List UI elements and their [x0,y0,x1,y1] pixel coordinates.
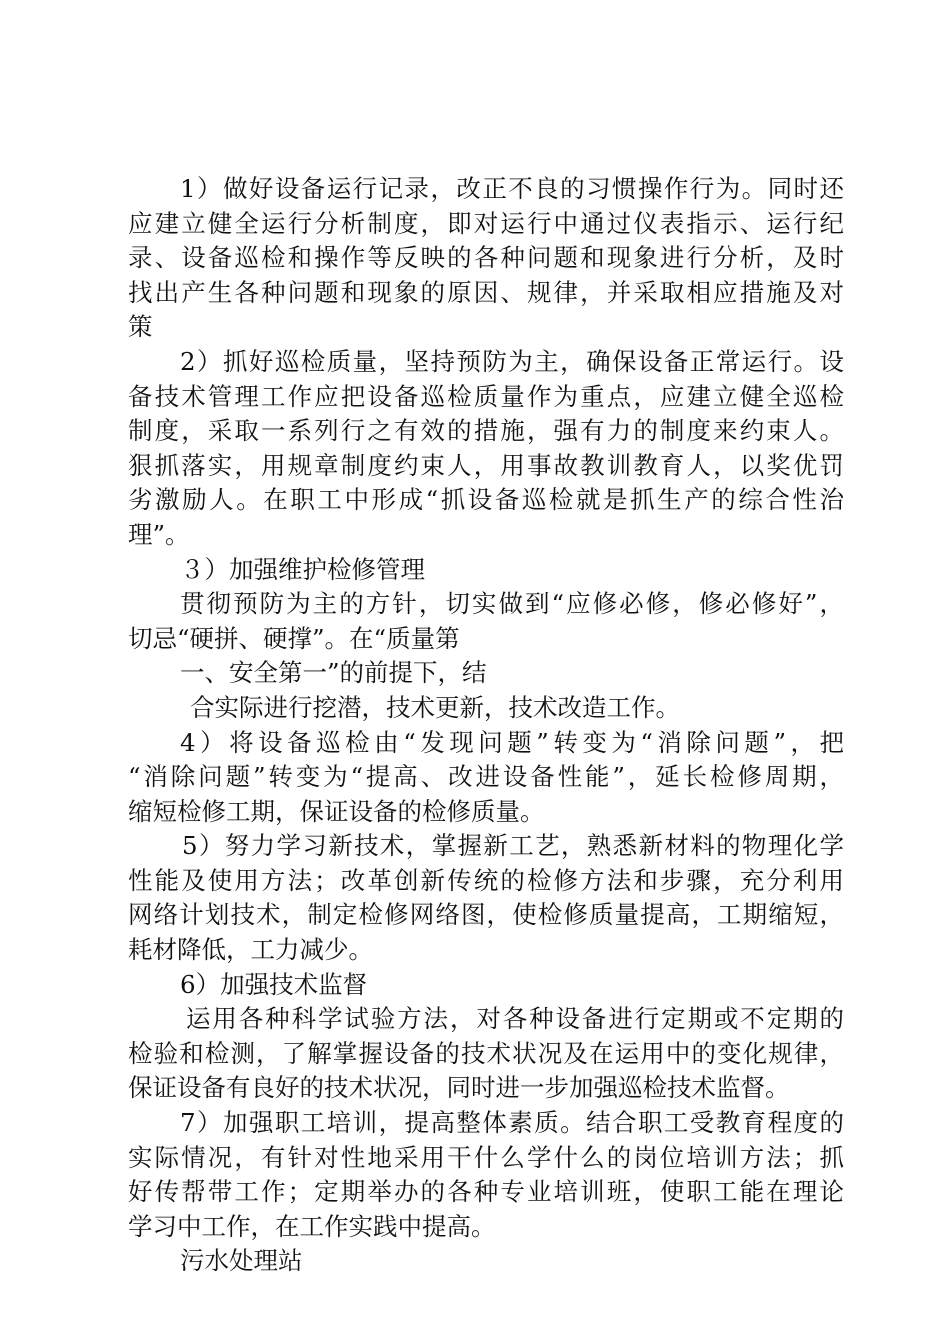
paragraph-line: 耗材降低，工力减少。 [128,935,373,965]
paragraph-line: 策 [128,312,153,342]
section-heading: ３）加强维护检修管理 [180,554,425,584]
section-heading: 6）加强技术监督 [180,969,368,999]
paragraph-line: 合实际进行挖潜，技术更新，技术改造工作。 [190,692,680,722]
paragraph-line: 狠抓落实，用规章制度约束人，用事故教训教育人，以奖优罚 [128,450,844,480]
paragraph-line: “消除问题”转变为“提高、改进设备性能”，延长检修周期， [128,762,844,792]
paragraph-line: 网络计划技术，制定检修网络图，使检修质量提高，工期缩短， [128,900,844,930]
paragraph-line: 劣激励人。在职工中形成“抓设备巡检就是抓生产的综合性治 [128,485,844,515]
paragraph-line: 好传帮带工作；定期举办的各种专业培训班，使职工能在理论 [128,1177,844,1207]
paragraph-line: 切忌“硬拼、硬撑”。在“质量第 [128,623,460,653]
paragraph-line: 找出产生各种问题和现象的原因、规律，并采取相应措施及对 [128,277,844,307]
paragraph-line: 2）抓好巡检质量，坚持预防为主，确保设备正常运行。设 [180,346,844,376]
paragraph-line: 5）努力学习新技术，掌握新工艺，熟悉新材料的物理化学 [182,831,844,861]
paragraph-line: 理”。 [128,519,190,549]
paragraph-line: 7）加强职工培训，提高整体素质。结合职工受教育程度的 [180,1108,844,1138]
closing-line: 污水处理站 [180,1246,303,1276]
paragraph-line: 1）做好设备运行记录，改正不良的习惯操作行为。同时还 [180,174,844,203]
paragraph-line: 缩短检修工期，保证设备的检修质量。 [128,796,545,826]
paragraph-line: 保证设备有良好的技术状况，同时进一步加强巡检技术监督。 [128,1073,790,1103]
paragraph-line: 学习中工作，在工作实践中提高。 [128,1211,496,1241]
paragraph-line: 4）将设备巡检由“发现问题”转变为“消除问题”，把 [180,727,844,757]
paragraph-line: 备技术管理工作应把设备巡检质量作为重点，应建立健全巡检 [128,381,844,411]
paragraph-line: 制度，采取一系列行之有效的措施，强有力的制度来约束人。 [128,416,844,446]
paragraph-line: 贯彻预防为主的方针，切实做到“应修必修，修必修好”， [180,589,844,619]
paragraph-line: 应建立健全运行分析制度，即对运行中通过仪表指示、运行纪 [128,208,844,238]
paragraph-line: 一、安全第一”的前提下，结 [180,658,487,688]
paragraph-line: 录、设备巡检和操作等反映的各种问题和现象进行分析，及时 [128,243,844,273]
paragraph-line: 检验和检测，了解掌握设备的技术状况及在运用中的变化规律， [128,1038,844,1068]
paragraph-line: 性能及使用方法；改革创新传统的检修方法和步骤，充分利用 [128,865,844,895]
document-body [128,172,844,1279]
paragraph-line: 运用各种科学试验方法，对各种设备进行定期或不定期的 [186,1004,844,1034]
paragraph-line: 实际情况，有针对性地采用干什么学什么的岗位培训方法；抓 [128,1142,844,1172]
